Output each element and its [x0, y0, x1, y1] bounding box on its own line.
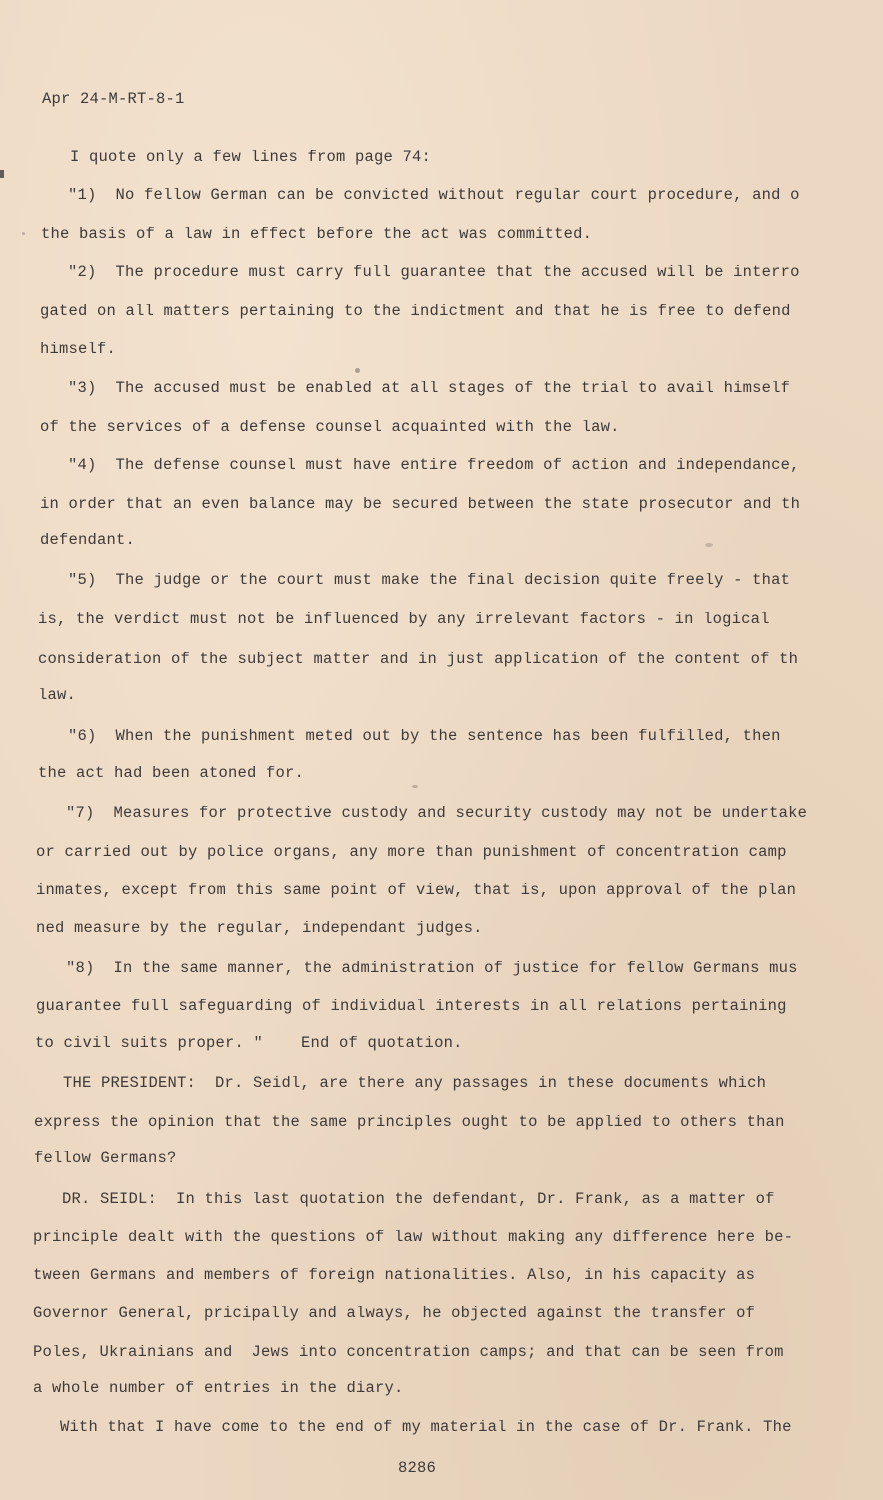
text-line: Poles, Ukrainians and Jews into concentration camps; and that can be seen from: [33, 1345, 784, 1361]
text-line: "4) The defense counsel must have entire freedom of action and independance,: [68, 458, 800, 474]
binding-hole-mark: [0, 170, 4, 178]
text-line: "5) The judge or the court must make the final decision quite freely - that: [68, 573, 791, 589]
paper-speck: [22, 232, 25, 235]
text-line: "3) The accused must be enabled at all stages of the trial to avail himself: [68, 381, 791, 397]
text-line: THE PRESIDENT: Dr. Seidl, are there any passages in these documents which: [63, 1076, 767, 1092]
text-line: With that I have come to the end of my material in the case of Dr. Frank. The: [60, 1420, 792, 1436]
text-line: the basis of a law in effect before the act was committed.: [41, 227, 593, 243]
text-line: I quote only a few lines from page 74:: [70, 150, 432, 166]
text-line: "7) Measures for protective custody and security custody may not be undertake: [66, 806, 808, 822]
text-line: DR. SEIDL: In this last quotation the defendant, Dr. Frank, as a matter of: [62, 1192, 775, 1208]
text-line: the act had been atoned for.: [38, 766, 305, 782]
text-line: ned measure by the regular, independant judges.: [36, 921, 483, 937]
page-number: 8286: [398, 1459, 437, 1477]
text-line: fellow Germans?: [34, 1151, 177, 1167]
text-line: or carried out by police organs, any more than punishment of concentration camp: [36, 845, 787, 861]
text-line: consideration of the subject matter and in just application of the content of th: [38, 652, 799, 668]
text-line: guarantee full safeguarding of individual interests in all relations pertaining: [36, 999, 787, 1015]
paper-speck: [412, 785, 418, 788]
paper-speck: [705, 543, 713, 547]
text-line: of the services of a defense counsel acquainted with the law.: [40, 420, 620, 436]
text-line: principle dealt with the questions of law without making any difference here be-: [33, 1230, 794, 1246]
text-line: a whole number of entries in the diary.: [33, 1381, 404, 1397]
text-line: himself.: [40, 342, 117, 358]
text-line: "6) When the punishment meted out by the sentence has been fulfilled, then: [68, 729, 781, 745]
text-line: Governor General, pricipally and always, he objected against the transfer of: [33, 1306, 756, 1322]
text-line: "2) The procedure must carry full guarantee that the accused will be interro: [68, 265, 800, 281]
text-line: tween Germans and members of foreign nationalities. Also, in his capacity as: [33, 1268, 756, 1284]
paper-speck: [355, 368, 360, 373]
text-line: defendant.: [40, 533, 136, 549]
text-line: is, the verdict must not be influenced by any irrelevant factors - in logical: [38, 612, 770, 628]
text-line: in order that an even balance may be secured between the state prosecutor and th: [40, 497, 801, 513]
text-line: gated on all matters pertaining to the indictment and that he is free to defend: [40, 304, 791, 320]
text-line: "1) No fellow German can be convicted without regular court procedure, and o: [68, 188, 800, 204]
text-line: express the opinion that the same principles ought to be applied to others than: [34, 1115, 785, 1131]
text-line: to civil suits proper. " End of quotation.: [35, 1036, 463, 1052]
document-reference: Apr 24-M-RT-8-1: [42, 90, 185, 108]
text-line: "8) In the same manner, the administration of justice for fellow Germans mus: [66, 961, 798, 977]
text-line: inmates, except from this same point of view, that is, upon approval of the plan: [36, 883, 797, 899]
text-line: law.: [38, 688, 77, 704]
